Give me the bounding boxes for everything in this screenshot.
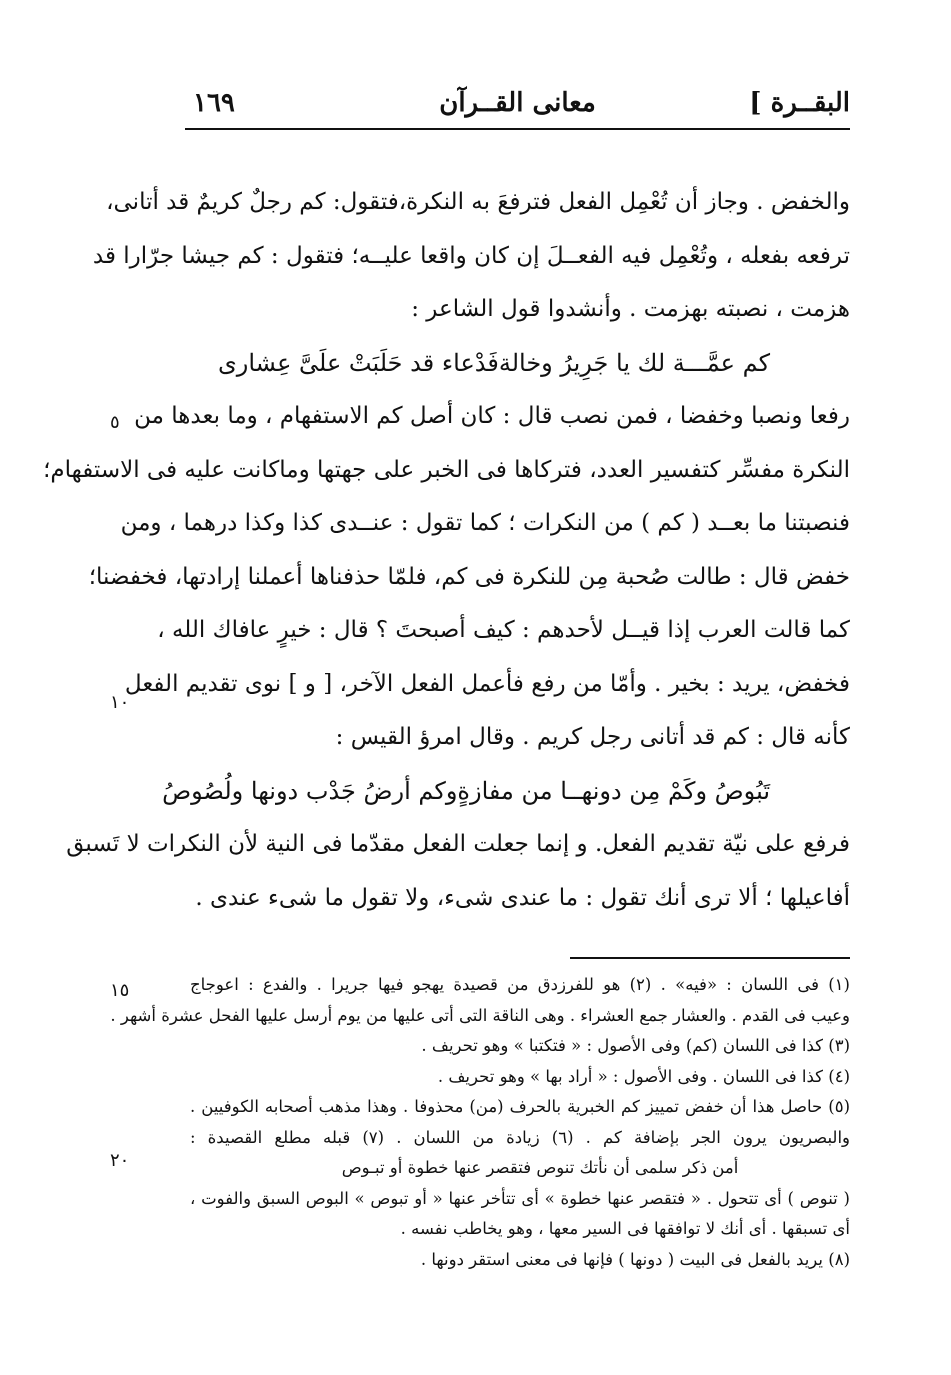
line-number-5: ٥	[110, 412, 120, 433]
footnote-line: (٣) كذا فى اللسان (كم) وفى الأصول : « فتكتبا » وهو تحريف .	[421, 1036, 850, 1055]
text-line: هزمت ، نصبته بهزمت . وأنشدوا قول الشاعر :	[411, 296, 850, 322]
text-line: فرفع على نيّة تقديم الفعل. و إنما جعلت الفعل مقدّما فى النية لأن النكرات لا تَسبق	[66, 831, 850, 857]
text-line: رفعا ونصبا وخفضا ، فمن نصب قال : كان أصل كم الاستفهام ، وما بعدها من	[134, 403, 850, 429]
verse-line	[190, 337, 850, 391]
text-line: كما قالت العرب إذا قيــل لأحدهم : كيف أصبحتَ ؟ قال : خيرٍ عافاك الله ،	[157, 617, 850, 643]
verse-first-hemistich: تَبُوصُ وكَمْ مِن دونهــا من مفازةٍ	[457, 776, 770, 805]
text-line: فخفض، يريد : بخير . وأمّا من رفع فأعمل الفعل الآخر، [ و ] نوى تقديم الفعل	[124, 670, 850, 697]
text-line: النكرة مفسِّر كتفسير العدد، فتركاها فى الخبر على جهتها وماكانت عليه فى الاستفهام؛	[43, 456, 850, 483]
line-number-10: ١٠	[110, 692, 130, 713]
verse-second-hemistich: وكم أرضُ جَدْب دونها ولُصُوصُ	[162, 776, 458, 805]
footnote-line: ( تنوص ) أى تتحول . « فتقصر عنها خطوة » أى تتأخر عنها « أو تبوص » البوص السبق والفوت ،	[190, 1188, 850, 1208]
page-header	[185, 80, 850, 128]
text-line: والخفض . وجاز أن تُعْمِل الفعل فترفعَ به النكرة،فتقول: كم رجلٌ كريمٌ قد أتانى،	[106, 189, 850, 215]
verse-line	[162, 765, 850, 819]
footnote-verse: أمن ذكر سلمى أن نأتك تنوص فتقصر عنها خطوة أو تبـوص	[341, 1158, 739, 1177]
footnote-line: (٥) حاصل هذا أن خفض تمييز كم الخبرية بالحرف (من) محذوفا . وهذا مذهب أصحابه الكوفيين .	[190, 1097, 850, 1116]
verse-second-hemistich: فَدْعاء قد حَلَبَتْ علَىَّ عِشارى	[217, 348, 499, 377]
text-line: أفاعيلها ؛ ألا ترى أنك تقول : ما عندى شىء، ولا تقول ما شىء عندى .	[195, 884, 850, 911]
section-title: البقــرة ]	[749, 88, 850, 118]
text-line: فنصبتنا ما بعــد ( كم ) من النكرات ؛ كما تقول : عنــدى كذا وكذا درهما ، ومن	[120, 510, 850, 536]
line-number-20: ٢٠	[110, 1150, 130, 1171]
footnote-line: (٤) كذا فى اللسان . وفى الأصول : « أراد بها » وهو تحريف .	[437, 1066, 850, 1086]
text-line: ترفعه بفعله ، وتُعْمِل فيه الفعــلَ إن كان واقعا عليــه؛ فتقول : كم جيشا جرّارا قد	[92, 242, 850, 269]
footnote-line: وعيب فى القدم . والعشار جمع العشراء . وهى الناقة التى أتى عليها من يوم أرسل عليها الفحل عشرة أشهر .	[110, 1005, 850, 1025]
text-line: خفض قال : طالت صُحبة مِن للنكرة فى كم، فلمّا حذفناها أعملنا إرادتها، فخفضنا؛	[88, 563, 850, 590]
book-title: معانى القــرآن	[439, 88, 596, 118]
footnote-rule	[570, 957, 850, 959]
header-rule	[185, 128, 850, 130]
footnote-line: (١) فى اللسان : «فيه» . (٢) هو للفرزدق من قصيدة يهجو فيها جريرا . والفدع : اعوجاج	[190, 975, 850, 994]
footnote-line: أى تسبقها . أى أنك لا توافقها فى السير معها ، وهو يخاطب نفسه .	[400, 1219, 850, 1238]
line-number-15: ١٥	[110, 980, 130, 1001]
footnote-line: (٨) يريد بالفعل فى البيت ( دونها ) فإنها فى معنى استقر دونها .	[420, 1249, 850, 1269]
footnote-line: والبصريون يرون الجر بإضافة كم . (٦) زيادة من اللسان . (٧) قبله مطلع القصيدة :	[190, 1127, 851, 1147]
page-number: ١٦٩	[193, 88, 235, 118]
text-line: كأنه قال : كم قد أتانى رجل كريم . وقال امرؤ القيس :	[335, 724, 850, 750]
verse-first-hemistich: كم عمَّـــة لك يا جَرِيرُ وخالة	[498, 348, 770, 377]
